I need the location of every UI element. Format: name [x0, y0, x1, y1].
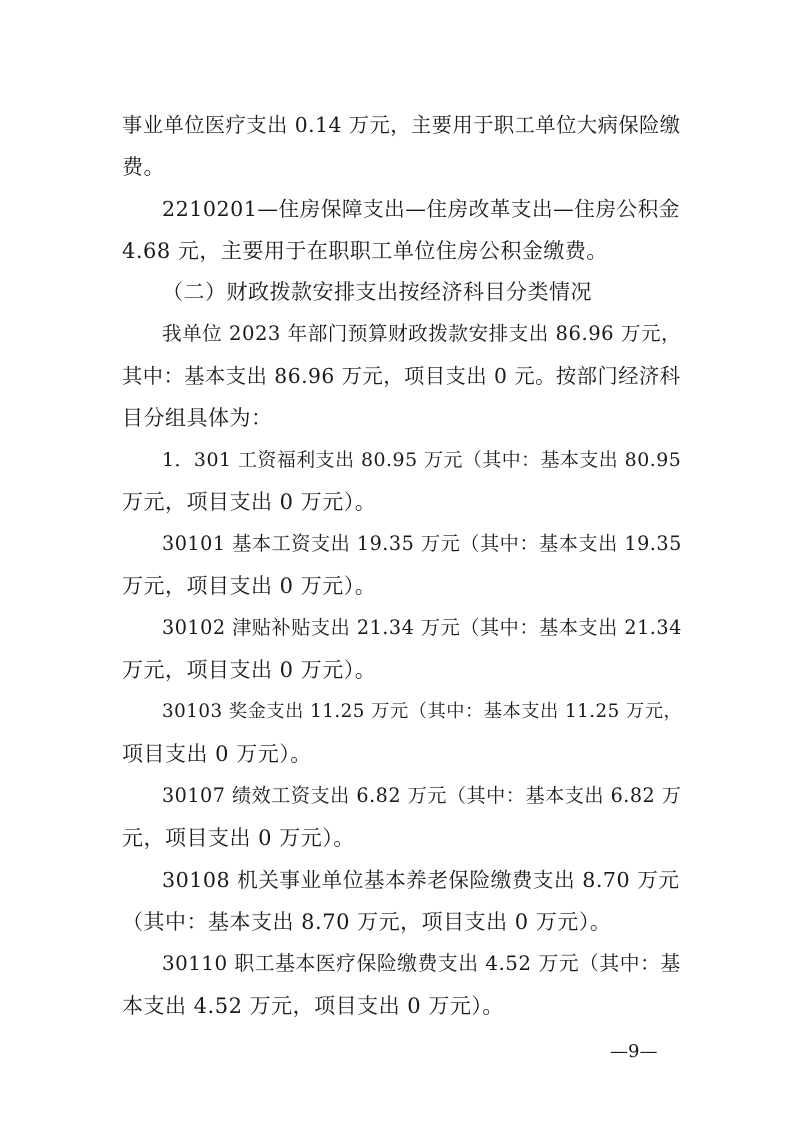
text-line: 其中：基本支出 86.96 万元，项目支出 0 元。按部门经济科 — [122, 364, 681, 388]
text-line: 元，项目支出 0 万元）。 — [122, 826, 355, 850]
text-line: 1．301 工资福利支出 80.95 万元（其中：基本支出 80.95 — [162, 449, 682, 471]
text-line: 30102 津贴补贴支出 21.34 万元（其中：基本支出 21.34 — [162, 616, 682, 639]
text-line: 本支出 4.52 万元，项目支出 0 万元）。 — [122, 994, 504, 1018]
page-number: —9— — [610, 1041, 658, 1062]
text-line: 30110 职工基本医疗保险缴费支出 4.52 万元（其中：基 — [162, 952, 681, 975]
text-line: 万元，项目支出 0 万元）。 — [122, 574, 377, 598]
text-line: 30101 基本工资支出 19.35 万元（其中：基本支出 19.35 — [162, 532, 682, 555]
text-line: 万元，项目支出 0 万元）。 — [122, 658, 377, 682]
text-line: 我单位 2023 年部门预算财政拨款安排支出 86.96 万元， — [162, 322, 682, 345]
text-line: 2210201—住房保障支出—住房改革支出—住房公积金 — [162, 197, 680, 221]
text-line: 30108 机关事业单位基本养老保险缴费支出 8.70 万元 — [162, 868, 680, 892]
text-line: 4.68 元，主要用于在职职工单位住房公积金缴费。 — [122, 239, 608, 263]
text-line: （其中：基本支出 8.70 万元，项目支出 0 万元）。 — [122, 910, 612, 934]
text-line: 目分组具体为： — [122, 406, 273, 430]
section-heading: （二）财政拨款安排支出按经济科目分类情况 — [162, 280, 592, 304]
text-line: 事业单位医疗支出 0.14 万元，主要用于职工单位大病保险缴 — [122, 113, 681, 137]
text-line: 项目支出 0 万元）。 — [122, 742, 312, 766]
text-line: 30103 奖金支出 11.25 万元（其中：基本支出 11.25 万元， — [162, 701, 683, 722]
text-line: 万元，项目支出 0 万元）。 — [122, 490, 377, 514]
text-line: 费。 — [122, 155, 165, 179]
text-line: 30107 绩效工资支出 6.82 万元（其中：基本支出 6.82 万 — [162, 784, 682, 807]
